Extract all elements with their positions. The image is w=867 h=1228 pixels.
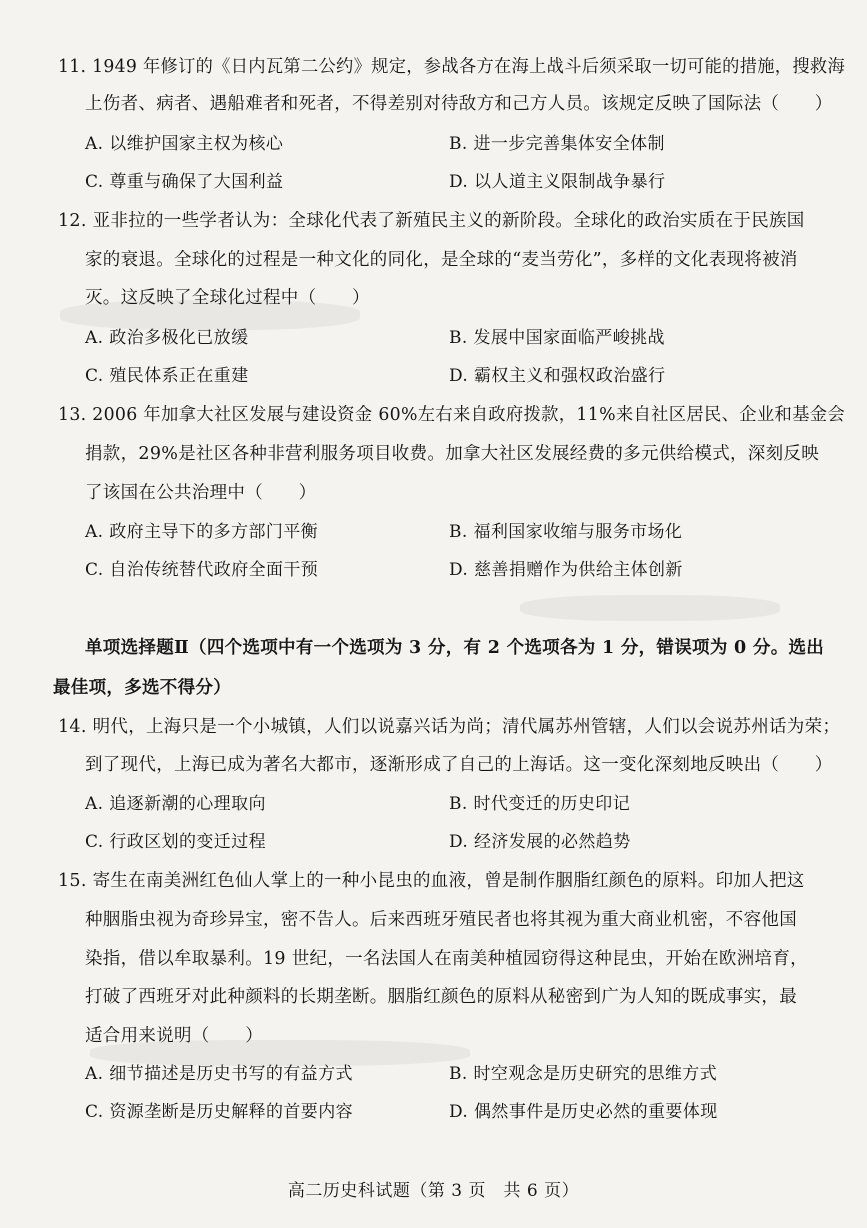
question-13-option-d: D. 慈善捐赠作为供给主体创新 — [449, 560, 683, 580]
question-11-option-c: C. 尊重与确保了大国利益 — [85, 172, 284, 192]
page-footer: 高二历史科试题（第 3 页 共 6 页） — [287, 1181, 580, 1201]
question-11-option-b: B. 进一步完善集体安全体制 — [449, 134, 665, 154]
question-15-option-b: B. 时空观念是历史研究的思维方式 — [449, 1064, 718, 1084]
question-15-option-c: C. 资源垄断是历史解释的首要内容 — [85, 1102, 354, 1122]
question-11-line-2: 上伤者、病者、遇船难者和死者，不得差别对待敌方和己方人员。该规定反映了国际法（ ） — [85, 94, 833, 114]
question-14-line-2: 到了现代，上海已成为著名大都市，逐渐形成了自己的上海话。这一变化深刻地反映出（ ） — [85, 755, 833, 775]
question-12-option-b: B. 发展中国家面临严峻挑战 — [449, 328, 665, 348]
question-12-line-1: 12. 亚非拉的一些学者认为：全球化代表了新殖民主义的新阶段。全球化的政治实质在于民族国 — [58, 211, 805, 231]
question-13-line-2: 捐款，29%是社区各种非营利服务项目收费。加拿大社区发展经费的多元供给模式，深刻反映 — [85, 444, 819, 464]
question-13-option-a: A. 政府主导下的多方部门平衡 — [85, 522, 319, 542]
question-13-line-1: 13. 2006 年加拿大社区发展与建设资金 60%左右来自政府拨款，11%来自社区居民、企业和基金会 — [58, 405, 846, 425]
question-14-line-1: 14. 明代，上海只是一个小城镇，人们以说嘉兴话为尚；清代属苏州管辖，人们以会说苏州话为荣； — [58, 717, 841, 737]
section-heading-line-1: 单项选择题Ⅱ（四个选项中有一个选项为 3 分，有 2 个选项各为 1 分，错误项为 0 分。选出 — [85, 638, 825, 658]
question-12-line-3: 灭。这反映了全球化过程中（ ） — [85, 288, 370, 308]
question-15-option-a: A. 细节描述是历史书写的有益方式 — [85, 1064, 353, 1084]
question-13-option-c: C. 自治传统替代政府全面干预 — [85, 560, 319, 580]
question-11-line-1: 11. 1949 年修订的《日内瓦第二公约》规定，参战各方在海上战斗后须采取一切可能的措施，搜救海 — [58, 57, 846, 77]
question-14-option-c: C. 行政区划的变迁过程 — [85, 832, 267, 852]
question-11-option-d: D. 以人道主义限制战争暴行 — [449, 172, 666, 192]
section-heading-line-2: 最佳项，多选不得分） — [53, 678, 231, 698]
question-14-option-d: D. 经济发展的必然趋势 — [449, 832, 631, 852]
question-13-option-b: B. 福利国家收缩与服务市场化 — [449, 522, 683, 542]
question-15-line-5: 适合用来说明（ ） — [85, 1026, 263, 1046]
question-14-option-a: A. 追逐新潮的心理取向 — [85, 794, 266, 814]
question-15-line-1: 15. 寄生在南美洲红色仙人掌上的一种小昆虫的血液，曾是制作胭脂红颜色的原料。印加人把这 — [58, 871, 805, 891]
question-12-option-a: A. 政治多极化已放缓 — [85, 328, 249, 348]
question-14-option-b: B. 时代变迁的历史印记 — [449, 794, 631, 814]
scan-smudge — [520, 595, 780, 621]
question-15-line-3: 染指，借以牟取暴利。19 世纪，一名法国人在南美种植园窃得这种昆虫，开始在欧洲培育， — [85, 949, 808, 969]
question-15-option-d: D. 偶然事件是历史必然的重要体现 — [449, 1102, 718, 1122]
question-12-option-c: C. 殖民体系正在重建 — [85, 366, 249, 386]
question-15-line-2: 种胭脂虫视为奇珍异宝，密不告人。后来西班牙殖民者也将其视为重大商业机密，不容他国 — [85, 910, 797, 930]
question-12-option-d: D. 霸权主义和强权政治盛行 — [449, 366, 666, 386]
question-11-option-a: A. 以维护国家主权为核心 — [85, 134, 284, 154]
question-13-line-3: 了该国在公共治理中（ ） — [85, 483, 317, 503]
question-15-line-4: 打破了西班牙对此种颜料的长期垄断。胭脂红颜色的原料从秘密到广为人知的既成事实，最 — [85, 987, 797, 1007]
question-12-line-2: 家的衰退。全球化的过程是一种文化的同化，是全球的“麦当劳化”，多样的文化表现将被消 — [85, 250, 798, 270]
